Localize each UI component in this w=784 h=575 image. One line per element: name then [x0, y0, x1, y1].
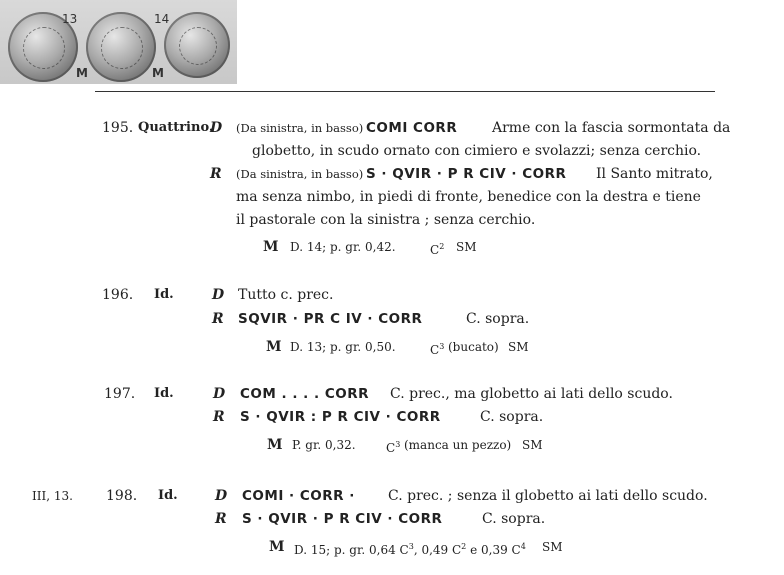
reverse-legend: S · QVIR : P R CIV · CORR — [240, 409, 441, 425]
plate-number-14: 14 — [154, 12, 170, 26]
reverse-legend: SQVIR · PR C IV · CORR — [238, 311, 423, 327]
collection-code: SM — [542, 540, 563, 554]
reverse-legend: S · QVIR · P R CIV · CORR — [366, 166, 567, 182]
obverse-symbol: D — [210, 120, 223, 136]
entry-number: 195. — [102, 120, 134, 136]
collection-code: SM — [456, 240, 477, 254]
reverse-description: ma senza nimbo, in piedi di fronte, benedice con la destra e tiene — [236, 189, 701, 205]
measurements: D. 15; p. gr. 0,64 $C^3$, 0,49 $C^2$ e 0,39 $C^4$ — [294, 542, 526, 557]
obverse-description: globetto, in scudo ornato con cimiero e svolazzi; senza cerchio. — [252, 143, 702, 159]
obverse-description: Tutto c. prec. — [238, 287, 334, 303]
condition-note: (manca un pezzo) — [404, 438, 512, 452]
condition-note: (bucato) — [448, 340, 499, 354]
rarity: $C^2$ — [430, 242, 445, 257]
collection-code: SM — [508, 340, 529, 354]
obverse-description: C. prec., ma globetto ai lati dello scudo. — [390, 386, 673, 402]
obverse-legend: COM . . . . CORR — [240, 386, 370, 402]
entry-number: 196. — [102, 287, 134, 303]
reverse-symbol: R — [212, 311, 224, 327]
coin-plate-image — [0, 0, 237, 84]
reverse-note: (Da sinistra, in basso) — [236, 167, 364, 181]
obverse-symbol: D — [213, 386, 226, 402]
reverse-symbol: R — [210, 166, 222, 182]
rarity: $C^3$ — [386, 440, 401, 455]
obverse-legend: COMI CORR — [366, 120, 458, 136]
coin-14-image — [164, 12, 230, 78]
museum-mark: M — [269, 539, 285, 555]
measurements: P. gr. 0,32. — [292, 438, 356, 452]
obverse-description: C. prec. ; senza il globetto ai lati dello scudo. — [388, 488, 708, 504]
coin-type-name: Id. — [158, 488, 178, 503]
plate-reference: III, 13. — [32, 489, 73, 503]
obverse-symbol: D — [212, 287, 225, 303]
plate-number-13: 13 — [62, 12, 78, 26]
plate-mark-14: M — [152, 66, 164, 80]
reverse-symbol: R — [213, 409, 225, 425]
coin-13-image — [86, 12, 156, 82]
museum-mark: M — [263, 239, 279, 255]
museum-mark: M — [266, 339, 282, 355]
coin-type-name: Id. — [154, 386, 174, 401]
reverse-legend: S · QVIR · P R CIV · CORR — [242, 511, 443, 527]
obverse-description: Arme con la fascia sormontata da — [492, 120, 731, 136]
reverse-description: C. sopra. — [480, 409, 544, 425]
reverse-description: C. sopra. — [466, 311, 530, 327]
obverse-note: (Da sinistra, in basso) — [236, 121, 364, 135]
collection-code: SM — [522, 438, 543, 452]
entry-number: 198. — [106, 488, 138, 504]
reverse-symbol: R — [215, 511, 227, 527]
obverse-legend: COMI · CORR · — [242, 488, 355, 504]
coin-type-name: Id. — [154, 287, 174, 302]
reverse-description: il pastorale con la sinistra ; senza cerchio. — [236, 212, 536, 228]
obverse-symbol: D — [215, 488, 228, 504]
plate-mark-13: M — [76, 66, 88, 80]
measurements: D. 13; p. gr. 0,50. — [290, 340, 396, 354]
reverse-description: Il Santo mitrato, — [596, 166, 713, 182]
divider-rule — [95, 91, 715, 92]
reverse-description: C. sopra. — [482, 511, 546, 527]
entry-number: 197. — [104, 386, 136, 402]
measurements: D. 14; p. gr. 0,42. — [290, 240, 396, 254]
coin-type-name: Quattrino. — [138, 120, 214, 135]
rarity: $C^3$ — [430, 342, 445, 357]
museum-mark: M — [267, 437, 283, 453]
